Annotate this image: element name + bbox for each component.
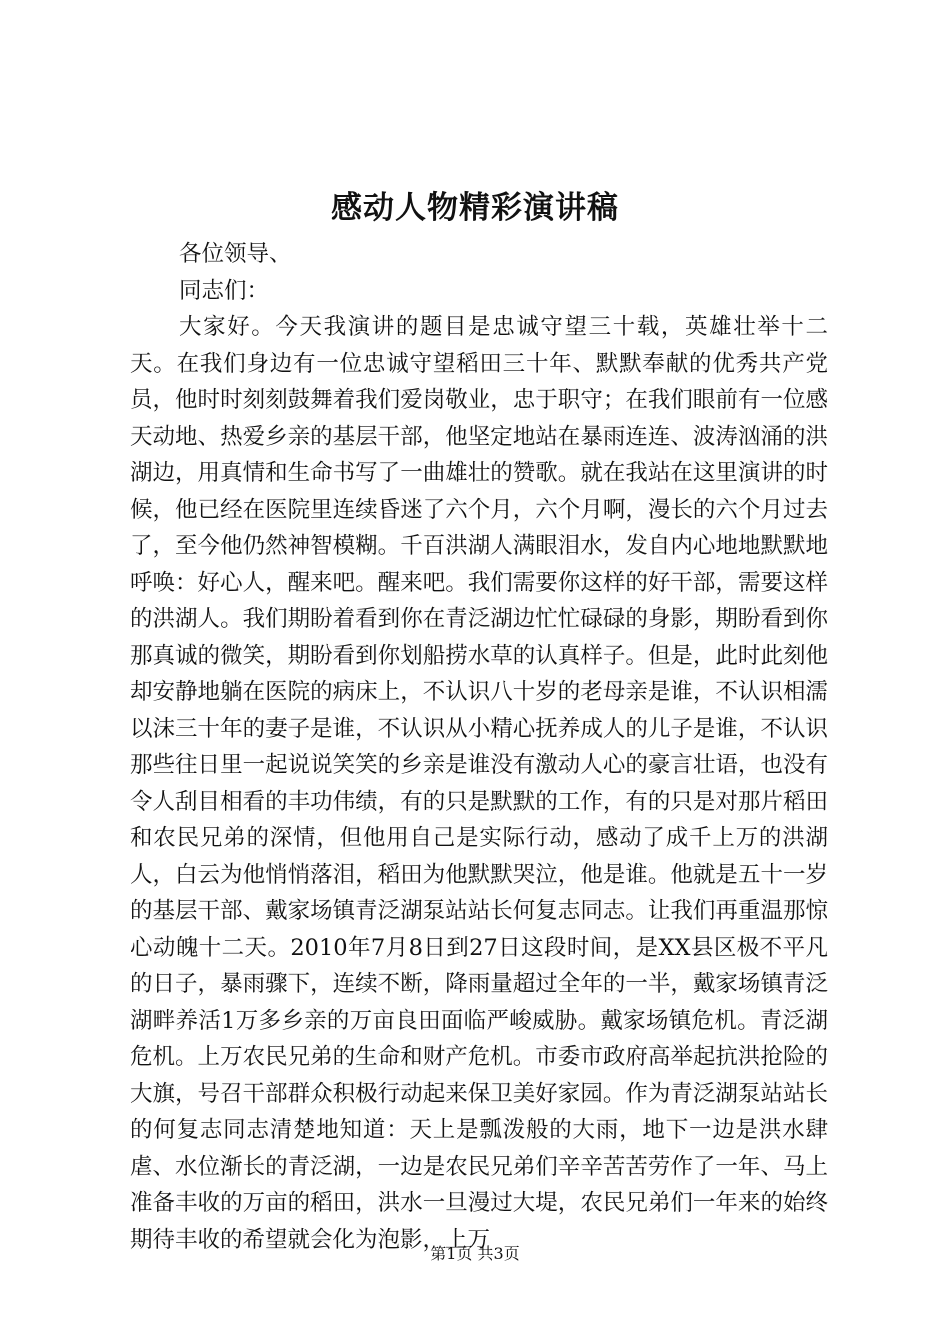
page-footer: 第1页 共3页: [430, 1244, 520, 1263]
salutation-line-2: 同志们：: [179, 277, 270, 304]
document-body: [130, 236, 828, 1258]
document-title: 感动人物精彩演讲稿: [331, 190, 619, 226]
speech-paragraph: 大家好。今天我演讲的题目是忠诚守望三十载，英雄壮举十二天。在我们身边有一位忠诚守望稻田三十年、默默奉献的优秀共产党员，他时时刻刻鼓舞着我们爱岗敬业，忠于职守；在我们眼前有一位感天动地、热爱乡亲的基层干部，他坚定地站在暴雨连连、波涛汹涌的洪湖边，用真情和生命书写了一曲雄壮的赞歌。就在我站在这里演讲的时候，他已经在医院里连续昏迷了六个月，六个月啊，漫长的六个月过去了，至今他仍然神智模糊。千百洪湖人满眼泪水，发自内心地地默默地呼唤：好心人，醒来吧。醒来吧。我们需要你这样的好干部，需要这样的洪湖人。我们期盼着看到你在青泛湖边忙忙碌碌的身影，期盼看到你那真诚的微笑，期盼看到你划船捞水草的认真样子。但是，此时此刻他却安静地躺在医院的病床上，不认识八十岁的老母亲是谁，不认识相濡以沫三十年的妻子是谁，不认识从小精心抚养成人的儿子是谁，不认识那些往日里一起说说笑笑的乡亲是谁没有激动人心的豪言壮语，也没有令人刮目相看的丰功伟绩，有的只是默默的工作，有的只是对那片稻田和农民兄弟的深情，但他用自己是实际行动，感动了成千上万的洪湖人，白云为他悄悄落泪，稻田为他默默哭泣，他是谁。他就是五十一岁的基层干部、戴家场镇青泛湖泵站站长何复志同志。让我们再重温那惊心动魄十二天。2010年7月8日到27日这段时间，是XX县区极不平凡的日子，暴雨骤下，连续不断，降雨量超过全年的一半，戴家场镇青泛湖畔养活1万多乡亲的万亩良田面临严峻威胁。戴家场镇危机。青泛湖危机。上万农民兄弟的生命和财产危机。市委市政府高举起抗洪抢险的大旗，号召干部群众积极行动起来保卫美好家园。作为青泛湖泵站站长的何复志同志清楚地知道：天上是瓢泼般的大雨，地下一边是洪水肆虐、水位渐长的青泛湖，一边是农民兄弟们辛辛苦苦劳作了一年、马上准备丰收的万亩的稻田，洪水一旦漫过大堤，农民兄弟们一年来的始终期待丰收的希望就会化为泡影，上万: [130, 314, 828, 1253]
salutation-line-1: 各位领导、: [179, 241, 292, 267]
